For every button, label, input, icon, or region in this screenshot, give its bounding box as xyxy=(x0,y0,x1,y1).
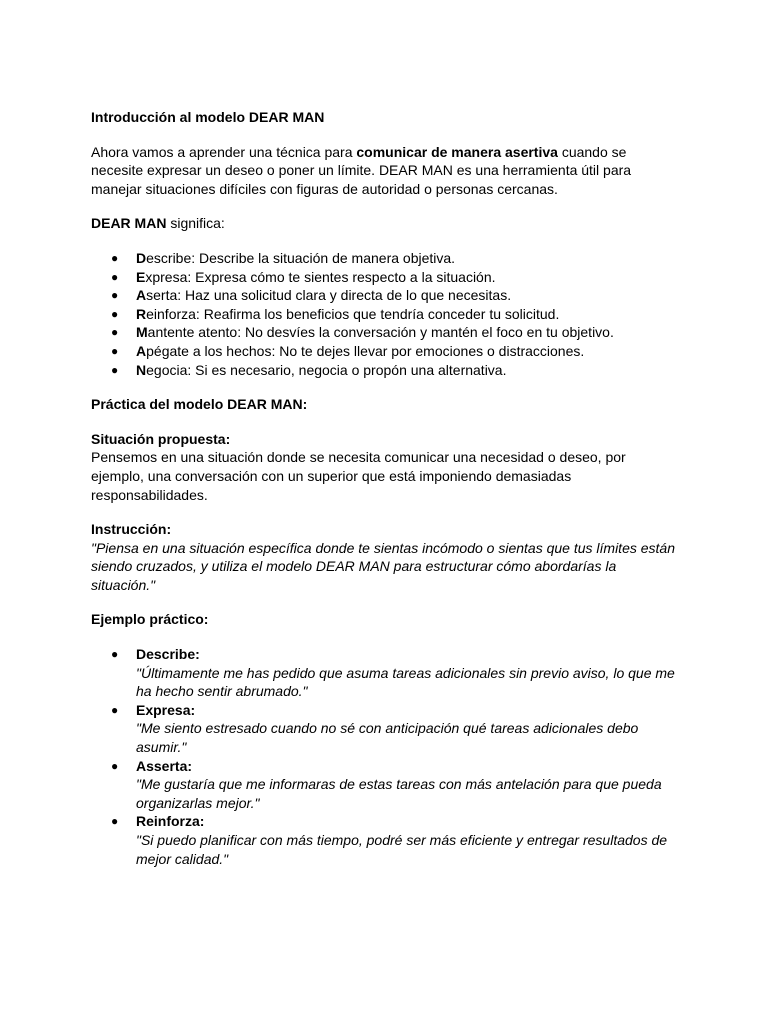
item-letter: R xyxy=(136,305,147,322)
situation-heading: Situación propuesta: xyxy=(91,430,231,447)
item-letter: E xyxy=(136,268,146,285)
bullet-icon: ● xyxy=(111,325,119,340)
intro-text-bold: comunicar de manera asertiva xyxy=(356,143,558,160)
item-text: escribe: Describe la situación de manera objetiva. xyxy=(146,249,456,266)
intro-text-before: Ahora vamos a aprender una técnica para xyxy=(91,143,357,160)
item-text: xpresa: Expresa cómo te sientes respecto a la situación. xyxy=(145,268,496,285)
dearman-list xyxy=(91,249,681,379)
example-quote: "Últimamente me has pedido que asuma tareas adicionales sin previo aviso, lo que me ha hecho sentir abrumado." xyxy=(136,664,675,700)
example-title: Asserta: xyxy=(136,757,193,774)
example-quote: "Me gustaría que me informaras de estas tareas con más antelación para que pueda organizarlas mejor." xyxy=(136,776,662,811)
list-item xyxy=(91,249,681,268)
bullet-icon: ● xyxy=(111,702,119,717)
example-quote: "Me siento estresado cuando no sé con anticipación qué tareas adicionales debo asumir." xyxy=(136,720,639,756)
list-item xyxy=(91,268,681,287)
list-item xyxy=(91,361,681,380)
bullet-icon: ● xyxy=(111,306,119,321)
document-page xyxy=(91,108,681,868)
item-letter: A xyxy=(136,287,147,304)
item-letter: M xyxy=(136,324,148,341)
item-text: serta: Haz una solicitud clara y directa de lo que necesitas. xyxy=(146,287,512,304)
bullet-icon: ● xyxy=(111,343,119,358)
item-text: egocia: Si es necesario, negocia o propón una alternativa. xyxy=(146,361,507,378)
intro-paragraph xyxy=(91,143,681,199)
item-text: antente atento: No desvíes la conversación y mantén el foco en tu objetivo. xyxy=(147,324,614,341)
list-item xyxy=(91,812,681,868)
meaning-line xyxy=(91,214,681,233)
bullet-icon: ● xyxy=(111,814,119,829)
example-title: Reinforza: xyxy=(136,813,205,830)
bullet-icon: ● xyxy=(111,288,119,303)
bullet-icon: ● xyxy=(111,647,119,662)
list-item xyxy=(91,286,681,305)
list-item xyxy=(91,701,681,757)
bullet-icon: ● xyxy=(111,758,119,773)
example-title: Describe: xyxy=(136,646,200,663)
example-heading: Ejemplo práctico: xyxy=(91,611,209,628)
list-item xyxy=(91,757,681,813)
list-item xyxy=(91,305,681,324)
instruction-heading: Instrucción: xyxy=(91,521,172,538)
item-letter: A xyxy=(136,342,147,359)
list-item xyxy=(91,323,681,342)
bullet-icon: ● xyxy=(111,250,119,265)
item-letter: N xyxy=(136,361,147,378)
intro-text-after: cuando se necesite expresar un deseo o poner un límite. DEAR MAN es una herramienta útil para manejar situaciones difíciles con figuras de autoridad o personas cercanas. xyxy=(91,143,632,197)
item-letter: D xyxy=(136,249,147,266)
meaning-bold: DEAR MAN xyxy=(91,215,167,232)
meaning-rest: significa: xyxy=(166,215,225,232)
example-list xyxy=(91,645,681,868)
bullet-icon: ● xyxy=(111,362,119,377)
instruction-text: "Piensa en una situación específica donde te sientas incómodo o sientas que tus límites están siendo cruzados, y utiliza el modelo DEAR MAN para estructurar cómo abordarías la situación." xyxy=(91,539,675,593)
item-text: pégate a los hechos: No te dejes llevar por emociones o distracciones. xyxy=(146,342,585,359)
example-title: Expresa: xyxy=(136,701,196,718)
situation-text: Pensemos en una situación donde se necesita comunicar una necesidad o deseo, por ejemplo, una conversación con un superior que está imponiendo demasiadas responsabilidades. xyxy=(91,449,626,503)
item-text: einforza: Reafirma los beneficios que tendría conceder tu solicitud. xyxy=(146,305,560,322)
example-quote: "Si puedo planificar con más tiempo, podré ser más eficiente y entregar resultados de mejor calidad." xyxy=(136,832,668,867)
list-item xyxy=(91,342,681,361)
intro-heading: Introducción al modelo DEAR MAN xyxy=(91,109,325,125)
practice-heading: Práctica del modelo DEAR MAN: xyxy=(91,396,308,413)
list-item xyxy=(91,645,681,701)
bullet-icon: ● xyxy=(111,269,119,284)
